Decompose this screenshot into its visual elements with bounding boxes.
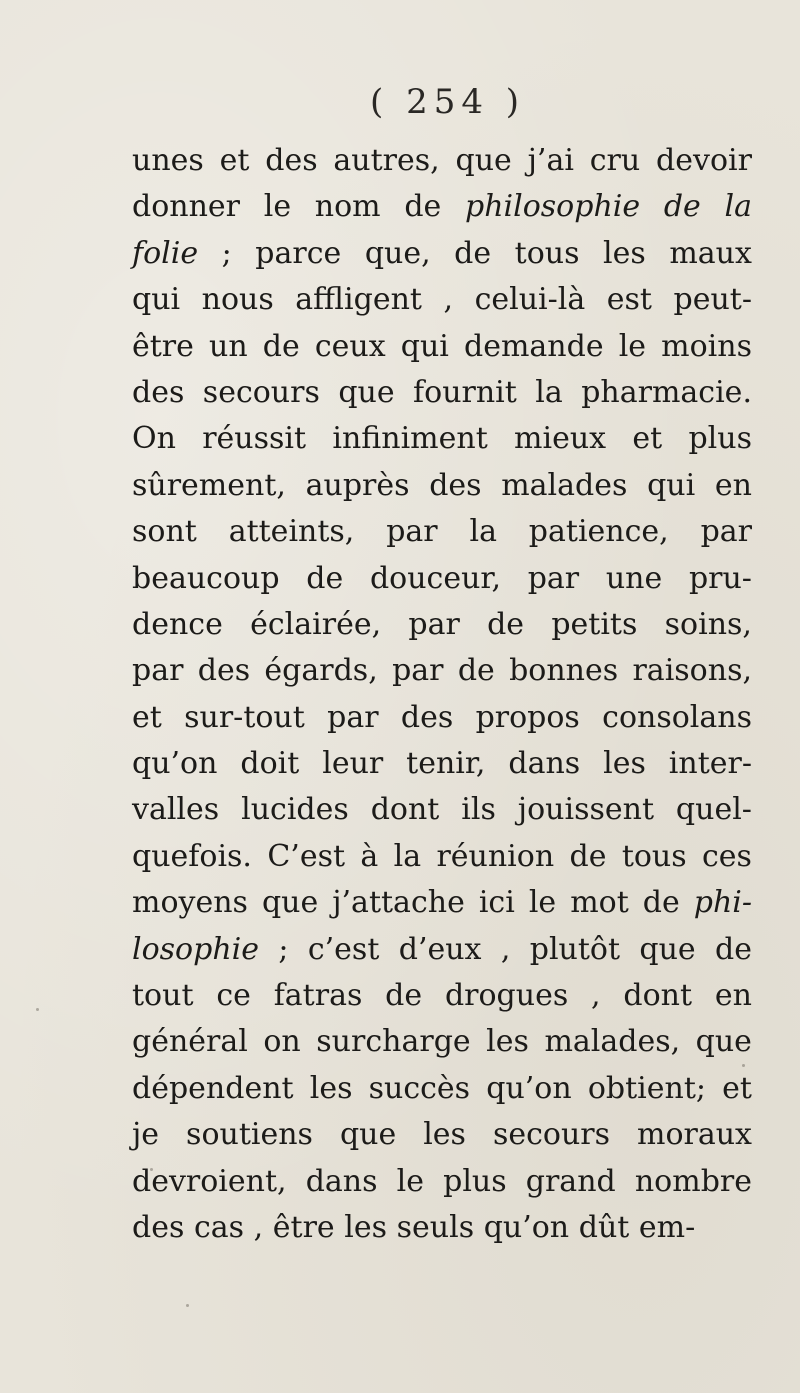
word: dépendent <box>132 1070 294 1106</box>
word: c’est <box>307 931 380 967</box>
word: j’ai <box>527 143 574 178</box>
word: que <box>695 1024 752 1060</box>
word: ; <box>221 235 232 271</box>
word: soins, <box>664 606 752 642</box>
word: atteints, <box>228 514 355 550</box>
word: jouissent <box>517 792 654 828</box>
word: maux <box>669 235 752 271</box>
word: parce <box>255 235 342 271</box>
word: qui <box>400 328 449 364</box>
word: égards, <box>264 653 378 689</box>
word: inter- <box>668 746 752 782</box>
word: devroient, <box>132 1163 287 1199</box>
word: tenir, <box>406 746 486 782</box>
word: dont <box>370 792 440 828</box>
text-line <box>132 463 752 509</box>
word: de <box>262 328 300 364</box>
word: valles <box>132 792 220 828</box>
word: de <box>385 978 423 1014</box>
word: le <box>396 1163 424 1199</box>
word: tout <box>132 978 194 1014</box>
word: ; <box>278 931 289 967</box>
body-text <box>132 138 752 1251</box>
word: unes <box>132 143 204 178</box>
word: un <box>209 328 248 364</box>
word: petits <box>551 606 638 642</box>
word: tous <box>621 838 687 874</box>
word: dans <box>508 746 581 782</box>
paper-speck <box>36 1008 39 1011</box>
word: que <box>455 143 512 178</box>
word: folie <box>132 235 199 271</box>
word: malades <box>501 467 628 503</box>
paper-speck <box>186 1304 189 1307</box>
word: ici <box>478 885 515 921</box>
word: infiniment <box>332 421 488 457</box>
word: auprès <box>305 467 410 503</box>
text-line <box>132 648 752 694</box>
word: pru- <box>688 560 752 596</box>
word: de <box>404 189 442 225</box>
word: nom <box>314 189 381 225</box>
word: de <box>487 606 525 642</box>
word: quel- <box>675 792 752 828</box>
word: que, <box>364 235 431 271</box>
word: d’eux <box>398 931 482 967</box>
word: phi- <box>693 885 752 921</box>
word: moyens <box>132 885 248 921</box>
word: et <box>632 421 663 457</box>
word: les <box>603 235 646 271</box>
word: le <box>618 328 647 364</box>
text-line <box>132 1205 752 1251</box>
text-line <box>132 277 752 323</box>
word: moins <box>661 328 752 364</box>
word: être <box>272 1209 335 1245</box>
word: la <box>393 838 422 874</box>
word: seuls <box>396 1209 475 1245</box>
word: consolans <box>602 699 752 735</box>
word: par <box>327 699 379 735</box>
text-line <box>132 509 752 555</box>
word: ce <box>216 978 251 1014</box>
word: réunion <box>436 838 555 874</box>
paper-speck <box>150 1168 153 1171</box>
word: On <box>132 421 176 457</box>
word: que <box>339 1117 397 1153</box>
word: les <box>603 746 646 782</box>
word: peut- <box>673 282 752 318</box>
word: de <box>306 560 344 596</box>
word: des <box>197 653 251 689</box>
text-line <box>132 416 752 462</box>
word: affligent <box>295 282 422 318</box>
word: sûrement, <box>132 467 286 503</box>
word: mot <box>570 885 629 921</box>
word: être <box>132 328 194 364</box>
word: général <box>132 1024 248 1060</box>
word: des <box>132 374 185 410</box>
word: fatras <box>273 978 363 1014</box>
word: malades, <box>544 1024 681 1060</box>
text-line <box>132 973 752 1019</box>
text-line <box>132 1112 752 1158</box>
word: celui-là <box>474 282 586 318</box>
word: autres, <box>333 143 440 178</box>
text-line <box>132 370 752 416</box>
word: cru <box>589 143 641 178</box>
word: grand <box>525 1163 616 1199</box>
word: de <box>715 931 752 967</box>
text-line <box>132 1019 752 1065</box>
text-line <box>132 787 752 833</box>
word: et <box>722 1070 752 1106</box>
word: , <box>253 1209 264 1245</box>
text-line <box>132 880 752 926</box>
word: C’est <box>267 838 346 874</box>
word: que <box>338 374 395 410</box>
word: moraux <box>637 1117 752 1153</box>
word: fournit <box>413 374 517 410</box>
word: sur-tout <box>184 699 305 735</box>
word: en <box>714 467 752 503</box>
word: qui <box>647 467 696 503</box>
word: qui <box>132 282 181 318</box>
word: secours <box>202 374 320 410</box>
word: la <box>724 189 752 225</box>
word: qu’on <box>483 1209 570 1245</box>
word: donner <box>132 189 241 225</box>
word: j’attache <box>332 885 465 921</box>
word: les <box>423 1117 466 1153</box>
paper-speck <box>742 1064 745 1067</box>
word: em- <box>638 1209 696 1245</box>
word: dence <box>132 606 223 642</box>
word: obtient; <box>587 1070 706 1106</box>
word: demande <box>464 328 604 364</box>
word: propos <box>475 699 580 735</box>
word: et <box>219 143 250 178</box>
text-line <box>132 927 752 973</box>
word: que <box>261 885 319 921</box>
word: et <box>132 699 162 735</box>
text-line <box>132 324 752 370</box>
word: de <box>642 885 680 921</box>
word: éclairée, <box>250 606 382 642</box>
word: par <box>132 653 184 689</box>
word: que <box>639 931 696 967</box>
word: dont <box>623 978 693 1014</box>
word: losophie <box>132 931 259 967</box>
word: quefois. <box>132 838 252 874</box>
word: qu’on <box>132 746 218 782</box>
word: réussit <box>202 421 307 457</box>
word: mieux <box>514 421 607 457</box>
word: de <box>454 235 492 271</box>
word: qu’on <box>486 1070 572 1106</box>
word: par <box>386 514 438 550</box>
word: la <box>469 514 497 550</box>
text-line <box>132 741 752 787</box>
word: on <box>263 1024 301 1060</box>
word: sont <box>132 514 197 550</box>
word: douceur, <box>369 560 501 596</box>
word: en <box>714 978 752 1014</box>
text-line <box>132 231 752 277</box>
word: à <box>360 838 379 874</box>
word: de <box>663 189 701 225</box>
word: le <box>263 189 292 225</box>
word: par <box>392 653 444 689</box>
word: , <box>591 978 601 1014</box>
word: nous <box>201 282 274 318</box>
text-line <box>132 602 752 648</box>
word: des <box>265 143 318 178</box>
word: beaucoup <box>132 560 280 596</box>
word: par <box>408 606 460 642</box>
word: les <box>344 1209 388 1245</box>
word: les <box>309 1070 353 1106</box>
text-line <box>132 138 752 184</box>
word: ils <box>461 792 496 828</box>
word: bonnes <box>509 653 619 689</box>
text-line <box>132 1159 752 1205</box>
word: soutiens <box>186 1117 313 1153</box>
word: patience, <box>528 514 669 550</box>
word: plus <box>688 421 752 457</box>
word: plus <box>443 1163 507 1199</box>
text-line <box>132 556 752 602</box>
text-line <box>132 1066 752 1112</box>
word: tous <box>514 235 580 271</box>
word: par <box>527 560 580 596</box>
word: raisons, <box>632 653 752 689</box>
word: par <box>700 514 752 550</box>
word: ceux <box>314 328 386 364</box>
word: lucides <box>241 792 349 828</box>
word: surcharge <box>316 1024 471 1060</box>
word: est <box>606 282 652 318</box>
word: ces <box>702 838 752 874</box>
word: doit <box>240 746 300 782</box>
word: plutôt <box>529 931 621 967</box>
word: de <box>457 653 495 689</box>
word: nombre <box>634 1163 752 1199</box>
word: leur <box>322 746 384 782</box>
word: de <box>569 838 607 874</box>
word: cas <box>193 1209 245 1245</box>
word: des <box>400 699 454 735</box>
word: , <box>443 282 454 318</box>
word: philosophie <box>465 189 641 225</box>
word: le <box>528 885 557 921</box>
word: dans <box>305 1163 378 1199</box>
word: , <box>500 931 511 967</box>
word: dût <box>578 1209 630 1245</box>
word: secours <box>492 1117 611 1153</box>
word: drogues <box>444 978 569 1014</box>
word: pharmacie. <box>581 374 752 410</box>
word: succès <box>368 1070 471 1106</box>
text-line <box>132 834 752 880</box>
text-line <box>132 695 752 741</box>
word: la <box>535 374 563 410</box>
word: les <box>486 1024 529 1060</box>
word: des <box>429 467 482 503</box>
text-line <box>132 184 752 230</box>
word: des <box>132 1209 185 1245</box>
word: une <box>605 560 663 596</box>
word: devoir <box>656 143 752 178</box>
word: je <box>132 1117 160 1153</box>
page-number: ( 254 ) <box>370 82 526 122</box>
